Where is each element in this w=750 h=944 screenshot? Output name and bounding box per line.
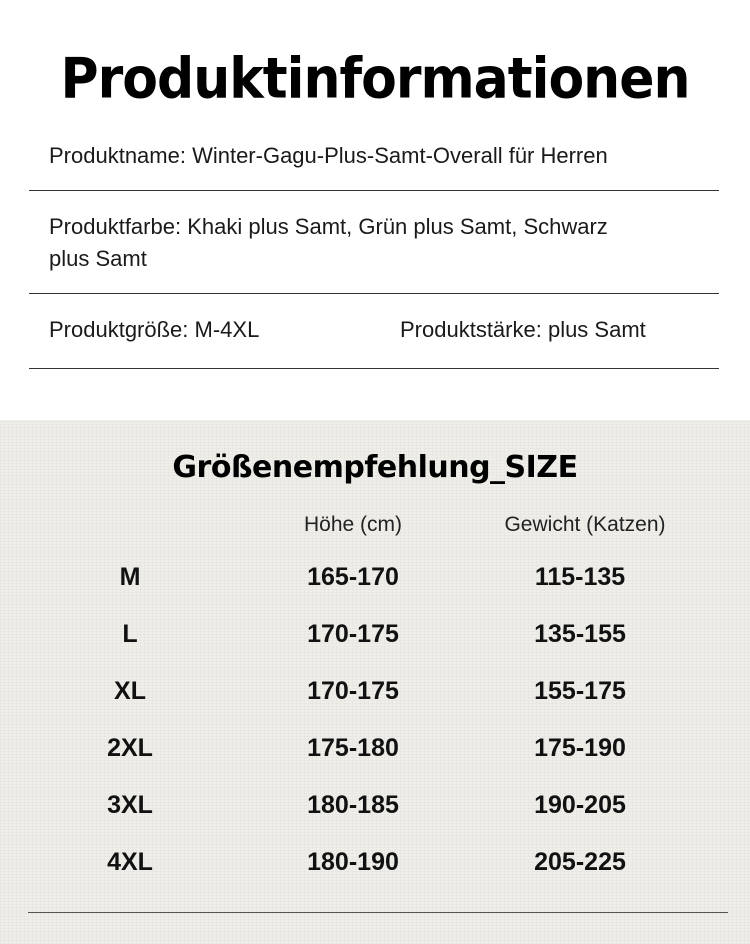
divider — [29, 368, 719, 369]
product-name-line: Produktname: Winter-Gagu-Plus-Samt-Overall für Herren — [49, 143, 608, 168]
height-cell: 170-175 — [307, 677, 399, 705]
height-cell: 175-180 — [307, 734, 399, 762]
size-cell: 2XL — [107, 734, 153, 762]
height-cell: 170-175 — [307, 620, 399, 648]
size-chart-title: Größenempfehlung_SIZE — [172, 450, 578, 485]
height-cell: 180-190 — [307, 848, 399, 876]
size-cell: L — [122, 620, 138, 648]
page-title: Produktinformationen — [60, 46, 690, 112]
divider — [29, 190, 719, 191]
product-color-line-2: plus Samt — [49, 246, 147, 271]
weight-cell: 205-225 — [534, 848, 626, 876]
divider — [29, 293, 719, 294]
product-color-line-1: Produktfarbe: Khaki plus Samt, Grün plus Samt, Schwarz — [49, 214, 608, 239]
size-cell: 4XL — [107, 848, 153, 876]
weight-cell: 175-190 — [534, 734, 626, 762]
product-thickness-line: Produktstärke: plus Samt — [400, 317, 646, 342]
weight-cell: 115-135 — [534, 563, 626, 591]
size-cell: 3XL — [107, 791, 153, 819]
weight-cell: 135-155 — [534, 620, 626, 648]
weight-cell: 190-205 — [534, 791, 626, 819]
size-cell: M — [119, 563, 141, 591]
height-cell: 165-170 — [307, 563, 399, 591]
height-column-header: Höhe (cm) — [303, 513, 403, 536]
height-cell: 180-185 — [307, 791, 399, 819]
divider — [28, 912, 728, 913]
weight-column-header: Gewicht (Katzen) — [504, 513, 666, 536]
weight-cell: 155-175 — [534, 677, 626, 705]
product-size-line: Produktgröße: M-4XL — [49, 317, 260, 342]
size-cell: XL — [114, 677, 146, 705]
